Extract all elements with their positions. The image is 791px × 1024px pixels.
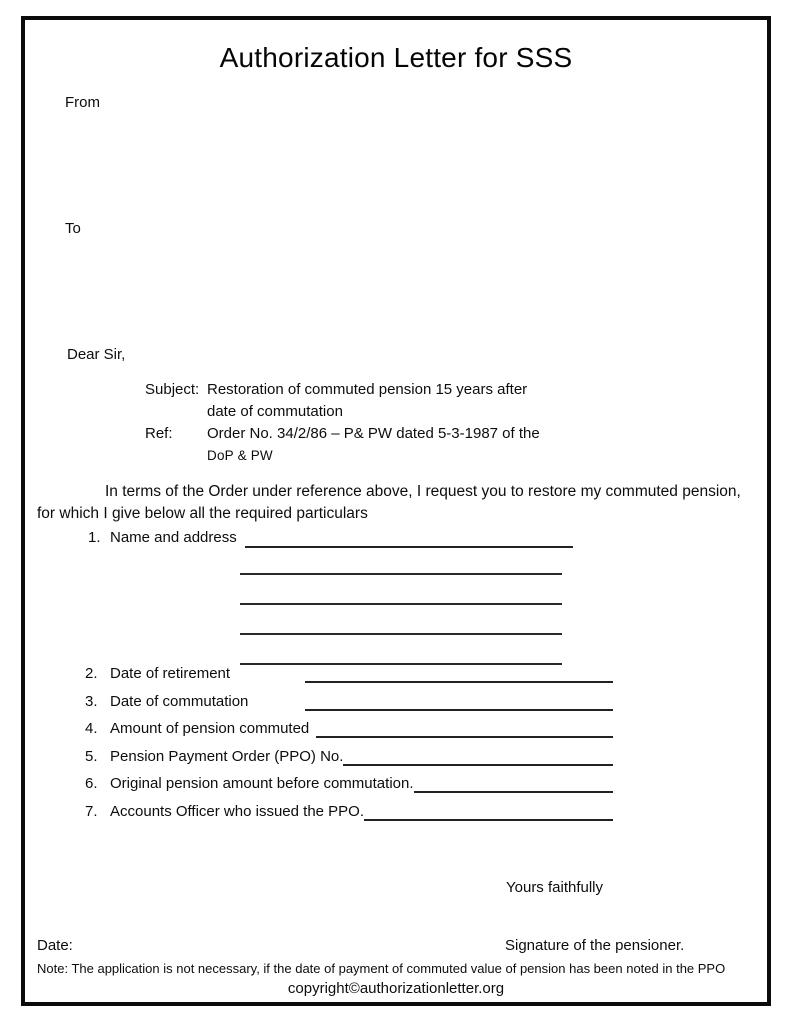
item-number: 3.: [85, 692, 98, 710]
letter-sheet: [21, 16, 771, 1006]
subject-row-continued: [145, 403, 615, 425]
item-label: Date of commutation: [110, 692, 249, 710]
blank-line: [316, 720, 613, 738]
item-label: Original pension amount before commutation.: [110, 775, 414, 792]
blank-line: [305, 693, 613, 711]
salutation: Dear Sir,: [67, 346, 126, 363]
subject-text-line1: Restoration of commuted pension 15 years after: [207, 381, 528, 398]
blank-line: [414, 775, 613, 793]
item-number: 7.: [85, 802, 98, 820]
item-number: 2.: [85, 665, 98, 682]
closing-phrase: Yours faithfully: [506, 879, 604, 896]
body-paragraph: [37, 481, 767, 525]
blank-line: [343, 748, 613, 766]
date-label: Date:: [37, 937, 73, 954]
item-label: Name and address: [110, 529, 237, 546]
blank-line: [305, 665, 613, 683]
item-label: Amount of pension commuted: [110, 720, 310, 737]
item-number: 6.: [85, 775, 98, 792]
list-item-date-of-commutation: [85, 693, 613, 721]
list-item-original-pension: [85, 775, 613, 803]
ref-row-continued: [145, 447, 615, 469]
list-item-date-of-retirement: [85, 665, 613, 693]
body-line-2: for which I give below all the required particulars: [37, 505, 368, 522]
ref-text-line2: DoP & PW: [207, 448, 273, 463]
numbered-list: [85, 665, 613, 830]
copyright-footer: copyright©authorizationletter.org: [287, 980, 505, 997]
item-number: 1.: [88, 529, 101, 546]
ref-row: [145, 425, 615, 447]
signature-label: Signature of the pensioner.: [505, 937, 685, 954]
subject-row: [145, 381, 615, 403]
subject-label: Subject:: [145, 381, 200, 398]
ref-text-line1: Order No. 34/2/86 – P& PW dated 5-3-1987 of the: [207, 425, 540, 442]
item-label: Date of retirement: [110, 665, 231, 682]
blank-line: [240, 575, 562, 605]
item-label: Accounts Officer who issued the PPO.: [110, 802, 365, 820]
blank-line: [240, 635, 562, 665]
item-label: Pension Payment Order (PPO) No.: [110, 747, 344, 765]
ref-label: Ref:: [145, 425, 173, 442]
from-label: From: [65, 94, 100, 111]
list-item-amount-commuted: [85, 720, 613, 748]
address-blank-lines: [240, 545, 562, 665]
item-number: 4.: [85, 720, 98, 737]
page-title: Authorization Letter for SSS: [219, 42, 573, 73]
footnote: Note: The application is not necessary, if the date of payment of commuted value of pension has been noted in the PPO: [37, 961, 726, 976]
list-item-ppo-number: [85, 748, 613, 776]
blank-line: [240, 545, 562, 575]
subject-ref-block: [145, 381, 615, 469]
body-line-1: In terms of the Order under reference above, I request you to restore my commuted pension,: [105, 483, 741, 500]
subject-text-line2: date of commutation: [207, 403, 343, 420]
to-label: To: [65, 220, 81, 237]
blank-line: [364, 803, 613, 821]
item-number: 5.: [85, 747, 98, 765]
list-item-accounts-officer: [85, 803, 613, 831]
blank-line: [240, 605, 562, 635]
